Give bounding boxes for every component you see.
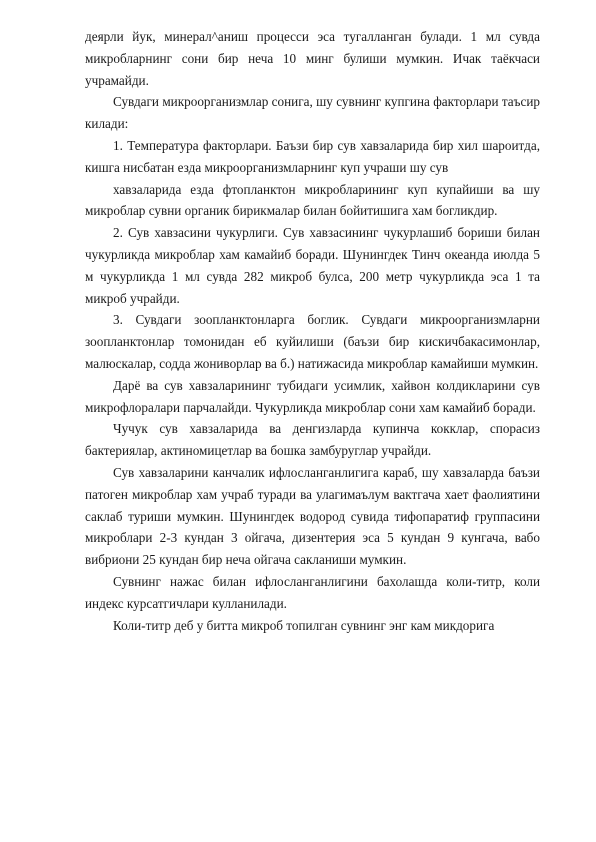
paragraph-1: деярли йук, минерал^аниш процесси эса тугалланган булади. 1 мл сувда микробларнинг сони бир неча 10 минг булиши мумкин. Ичак таёкчаси учрамайди. [85, 29, 540, 88]
paragraph-3: 1. Температура факторлари. Баъзи бир сув хавзаларида бир хил шароитда, кишга нисбатан езда микроорганизмларнинг куп учраши шу сув [85, 137, 540, 175]
paragraph-2: Сувдаги микроорганизмлар сонига, шу сувнинг купгина факторлари таъсир килади: [85, 94, 540, 132]
paragraph-10: Сувнинг нажас билан ифлосланганлигини бахолашда коли-титр, коли индекс курсатгичлари кулланилади. [85, 573, 540, 611]
paragraph-9: Сув хавзаларини канчалик ифлосланганлигига караб, шу хавзаларда баъзи патоген микроблар хам учраб туради ва улагимаълум вактгача хает фаолиятини саклаб туриши мумкин. Шунингдек водород сувида тифопаратиф группасини микроблари 2-3 кундан 3 ойгача, дизентерия эса 5 кундан 9 кунгача, вабо вибриони 25 кундан бир неча ойгача сакланиши мумкин. [85, 464, 540, 568]
paragraph-6: 3. Сувдаги зоопланктонларга боглик. Сувдаги микроорганизмларни зоопланктонлар томонидан еб куйилиши (баъзи бир кискичбакасимонлар, малюскалар, содда жониворлар ва б.) натижасида микроблар камайиши мумкин. [85, 312, 540, 371]
paragraph-7: Дарё ва сув хавзаларининг тубидаги усимлик, хайвон колдикларини сув микрофлоралари парчалайди. Чукурликда микроблар сони хам камайиб боради. [85, 377, 540, 415]
paragraph-8: Чучук сув хавзаларида ва денгизларда купинча кокклар, спорасиз бактериялар, актиномицетлар ва бошка замбуруглар учрайди. [85, 421, 540, 459]
paragraph-4: хавзаларида езда фтопланктон микробларининг куп купайиши ва шу микроблар сувни органик бирикмалар билан бойитишига хам богликдир. [85, 181, 540, 219]
paragraph-5: 2. Сув хавзасини чукурлиги. Сув хавзасининг чукурлашиб бориши билан чукурликда микроблар хам камайиб боради. Шунингдек Тинч океанда июлда 5 м чукурликда 1 мл сувда 282 микроб булса, 200 метр чукурликда эса 1 та микроб учрайди. [85, 225, 540, 306]
paragraph-11: Коли-титр деб у битта микроб топилган сувнинг энг кам микдорига [113, 617, 495, 633]
